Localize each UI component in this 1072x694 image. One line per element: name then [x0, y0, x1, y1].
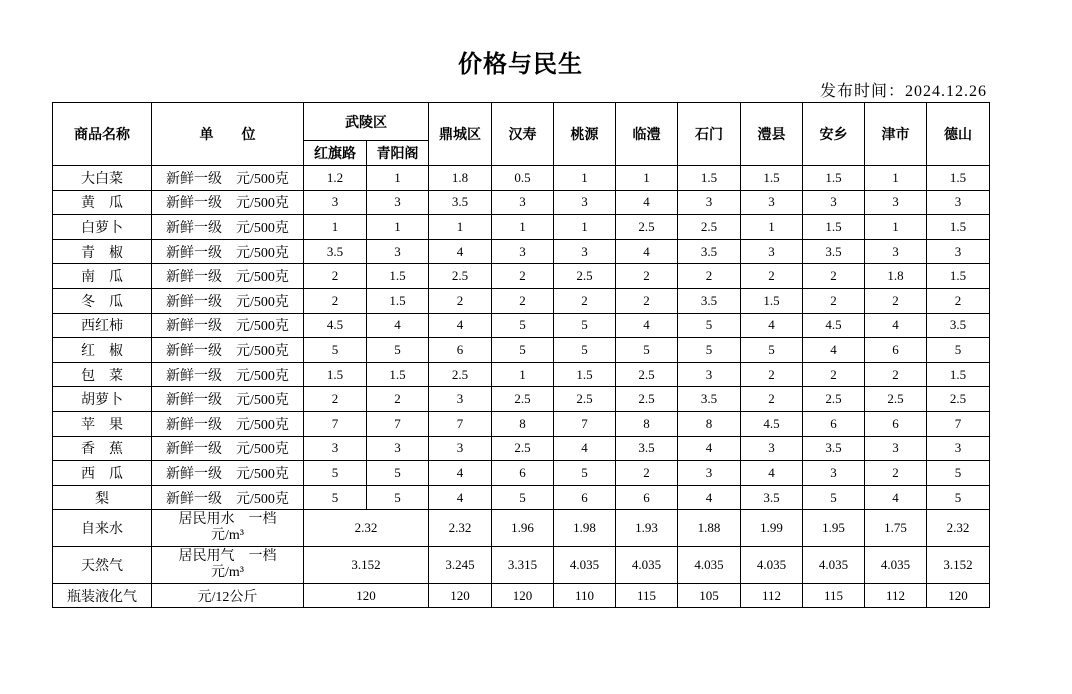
price-cell: 2.5: [429, 264, 492, 289]
price-cell: 1.5: [927, 264, 990, 289]
price-cell: 1: [304, 215, 367, 240]
item-name-cell: 苹 果: [53, 411, 152, 436]
price-cell: 6: [554, 485, 616, 510]
price-cell: 115: [616, 584, 678, 608]
price-cell: 5: [304, 461, 367, 486]
header-region: 澧县: [741, 103, 803, 166]
wuling-price-cell: 2.32: [304, 510, 429, 547]
table-row: [53, 313, 990, 338]
table-row: [53, 436, 990, 461]
header-region: 石门: [678, 103, 741, 166]
price-cell: 8: [678, 411, 741, 436]
price-cell: 3: [927, 190, 990, 215]
unit-line: 元/m³: [211, 528, 244, 544]
unit-cell: 新鲜一级 元/500克: [152, 239, 304, 264]
wuling-price-cell: 120: [304, 584, 429, 608]
price-cell: 6: [616, 485, 678, 510]
header-sub-column: 红旗路: [304, 141, 367, 166]
price-cell: 115: [803, 584, 865, 608]
table-row: [53, 215, 990, 240]
table-row: [53, 461, 990, 486]
item-name-cell: 黄 瓜: [53, 190, 152, 215]
header-unit: 单 位: [152, 103, 304, 166]
price-cell: 3: [492, 239, 554, 264]
unit-cell: 新鲜一级 元/500克: [152, 411, 304, 436]
price-cell: 2: [492, 288, 554, 313]
price-cell: 1.5: [678, 166, 741, 191]
wuling-price-cell: 3.152: [304, 547, 429, 584]
unit-line: 元/m³: [211, 565, 244, 581]
header-region: 鼎城区: [429, 103, 492, 166]
unit-line: 居民用水 一档: [178, 512, 277, 528]
price-cell: 5: [741, 338, 803, 363]
price-cell: 5: [367, 461, 429, 486]
price-cell: 3.5: [678, 239, 741, 264]
price-cell: 4: [429, 313, 492, 338]
unit-cell: 新鲜一级 元/500克: [152, 362, 304, 387]
price-cell: 3: [803, 190, 865, 215]
price-cell: 120: [429, 584, 492, 608]
price-cell: 2: [927, 288, 990, 313]
price-cell: 5: [927, 485, 990, 510]
price-cell: 4: [678, 485, 741, 510]
price-cell: 2: [429, 288, 492, 313]
unit-cell: 新鲜一级 元/500克: [152, 190, 304, 215]
unit-cell: [152, 510, 304, 547]
price-cell: 4: [865, 313, 927, 338]
price-cell: 7: [429, 411, 492, 436]
item-name-cell: 胡萝卜: [53, 387, 152, 412]
header-region: 德山: [927, 103, 990, 166]
price-cell: 1.5: [554, 362, 616, 387]
price-cell: 2: [304, 288, 367, 313]
price-cell: 3.5: [678, 288, 741, 313]
price-cell: 2.5: [492, 387, 554, 412]
price-cell: 2: [741, 264, 803, 289]
unit-cell: 新鲜一级 元/500克: [152, 387, 304, 412]
price-cell: 1.5: [927, 362, 990, 387]
price-cell: 5: [616, 338, 678, 363]
unit-cell: 新鲜一级 元/500克: [152, 338, 304, 363]
unit-cell: 新鲜一级 元/500克: [152, 166, 304, 191]
price-cell: 2: [865, 461, 927, 486]
price-cell: 3: [554, 190, 616, 215]
price-cell: 2.5: [678, 215, 741, 240]
price-cell: 6: [492, 461, 554, 486]
table-row: [53, 264, 990, 289]
page-title: 价格与民生: [458, 51, 583, 78]
table-row: [53, 362, 990, 387]
price-cell: 4: [429, 485, 492, 510]
price-cell: 3.5: [304, 239, 367, 264]
price-cell: 3: [741, 190, 803, 215]
price-cell: 3: [678, 362, 741, 387]
price-cell: 4: [803, 338, 865, 363]
item-name-cell: 自来水: [53, 510, 152, 547]
price-cell: 4.035: [803, 547, 865, 584]
price-cell: 2: [803, 288, 865, 313]
price-cell: 1.5: [367, 264, 429, 289]
item-name-cell: 香 蕉: [53, 436, 152, 461]
price-cell: 2: [678, 264, 741, 289]
publish-time: 发布时间：2024.12.26: [819, 83, 987, 100]
price-cell: 1.5: [803, 166, 865, 191]
price-cell: 3.5: [741, 485, 803, 510]
unit-line: 居民用气 一档: [178, 549, 277, 565]
price-cell: 4: [865, 485, 927, 510]
price-cell: 4: [429, 461, 492, 486]
price-cell: 2: [367, 387, 429, 412]
table-row: [53, 411, 990, 436]
price-cell: 3: [429, 387, 492, 412]
price-cell: 2.5: [554, 264, 616, 289]
price-cell: 3: [741, 239, 803, 264]
item-name-cell: 冬 瓜: [53, 288, 152, 313]
price-cell: 1: [616, 166, 678, 191]
price-cell: 1.5: [927, 215, 990, 240]
table-row: [53, 239, 990, 264]
price-cell: 2.5: [616, 362, 678, 387]
price-cell: 105: [678, 584, 741, 608]
price-cell: 4.035: [865, 547, 927, 584]
price-cell: 3.315: [492, 547, 554, 584]
price-cell: 4: [678, 436, 741, 461]
price-cell: 8: [492, 411, 554, 436]
price-cell: 3.5: [616, 436, 678, 461]
table-row: [53, 190, 990, 215]
price-cell: 1: [865, 215, 927, 240]
price-cell: 5: [927, 338, 990, 363]
price-cell: 2: [865, 288, 927, 313]
price-cell: 3: [304, 190, 367, 215]
price-cell: 1.5: [927, 166, 990, 191]
price-cell: 2: [803, 362, 865, 387]
price-cell: 2: [616, 288, 678, 313]
item-name-cell: 包 菜: [53, 362, 152, 387]
header-region: 桃源: [554, 103, 616, 166]
price-cell: 1.8: [865, 264, 927, 289]
price-cell: 4.035: [616, 547, 678, 584]
price-cell: 5: [367, 338, 429, 363]
price-cell: 1: [492, 362, 554, 387]
table-row: [53, 338, 990, 363]
price-cell: 1.5: [803, 215, 865, 240]
price-cell: 4: [616, 239, 678, 264]
price-cell: 5: [492, 338, 554, 363]
price-cell: 1.5: [304, 362, 367, 387]
price-cell: 3: [492, 190, 554, 215]
price-cell: 110: [554, 584, 616, 608]
price-cell: 5: [492, 485, 554, 510]
price-cell: 4.5: [304, 313, 367, 338]
price-cell: 2.5: [927, 387, 990, 412]
price-cell: 1.95: [803, 510, 865, 547]
table-row: [53, 288, 990, 313]
header-item: 商品名称: [53, 103, 152, 166]
price-cell: 2.5: [616, 387, 678, 412]
table-row: [53, 387, 990, 412]
table-row: [53, 584, 990, 608]
price-cell: 1.5: [741, 288, 803, 313]
item-name-cell: 西红柿: [53, 313, 152, 338]
price-cell: 4.5: [741, 411, 803, 436]
table-row: [53, 485, 990, 510]
price-cell: 2: [803, 264, 865, 289]
price-cell: 2.5: [492, 436, 554, 461]
unit-cell: 新鲜一级 元/500克: [152, 461, 304, 486]
price-cell: 2: [554, 288, 616, 313]
price-cell: 5: [304, 485, 367, 510]
price-cell: 1.98: [554, 510, 616, 547]
item-name-cell: 瓶装液化气: [53, 584, 152, 608]
price-cell: 4: [429, 239, 492, 264]
item-name-cell: 天然气: [53, 547, 152, 584]
unit-cell: 新鲜一级 元/500克: [152, 436, 304, 461]
price-cell: 2: [741, 362, 803, 387]
table-row: [53, 547, 990, 584]
unit-cell: 新鲜一级 元/500克: [152, 215, 304, 240]
price-cell: 1: [554, 215, 616, 240]
price-cell: 1.8: [429, 166, 492, 191]
price-cell: 3: [927, 239, 990, 264]
price-cell: 112: [865, 584, 927, 608]
price-cell: 6: [865, 411, 927, 436]
price-cell: 3: [741, 436, 803, 461]
unit-cell: 新鲜一级 元/500克: [152, 264, 304, 289]
price-cell: 1.5: [367, 288, 429, 313]
price-cell: 2: [304, 387, 367, 412]
price-cell: 3.5: [429, 190, 492, 215]
price-cell: 6: [803, 411, 865, 436]
price-cell: 5: [678, 313, 741, 338]
header-region: 津市: [865, 103, 927, 166]
price-cell: 5: [554, 461, 616, 486]
table-row: [53, 510, 990, 547]
header-row: [53, 103, 990, 141]
unit-cell: [152, 547, 304, 584]
price-cell: 3.152: [927, 547, 990, 584]
price-cell: 1.99: [741, 510, 803, 547]
price-cell: 1.88: [678, 510, 741, 547]
price-cell: 2.5: [616, 215, 678, 240]
price-cell: 3.5: [803, 239, 865, 264]
price-cell: 112: [741, 584, 803, 608]
price-cell: 2: [616, 264, 678, 289]
price-cell: 5: [803, 485, 865, 510]
price-cell: 3: [678, 461, 741, 486]
header-region: 汉寿: [492, 103, 554, 166]
price-cell: 1: [367, 166, 429, 191]
item-name-cell: 白萝卜: [53, 215, 152, 240]
price-cell: 5: [492, 313, 554, 338]
price-cell: 4: [741, 313, 803, 338]
header-region: 临澧: [616, 103, 678, 166]
price-cell: 3.245: [429, 547, 492, 584]
price-cell: 7: [927, 411, 990, 436]
price-cell: 1: [741, 215, 803, 240]
price-cell: 5: [554, 338, 616, 363]
price-cell: 5: [927, 461, 990, 486]
price-cell: 4.035: [678, 547, 741, 584]
price-cell: 120: [927, 584, 990, 608]
price-cell: 3: [367, 190, 429, 215]
price-cell: 4: [741, 461, 803, 486]
price-cell: 1: [554, 166, 616, 191]
price-cell: 7: [554, 411, 616, 436]
price-cell: 1: [492, 215, 554, 240]
price-cell: 1.2: [304, 166, 367, 191]
price-cell: 4: [616, 190, 678, 215]
price-cell: 1: [367, 215, 429, 240]
header-region: 安乡: [803, 103, 865, 166]
price-cell: 5: [304, 338, 367, 363]
price-cell: 3: [554, 239, 616, 264]
item-name-cell: 西 瓜: [53, 461, 152, 486]
price-cell: 1.96: [492, 510, 554, 547]
price-cell: 5: [678, 338, 741, 363]
price-cell: 1: [865, 166, 927, 191]
price-cell: 4.5: [803, 313, 865, 338]
price-cell: 3.5: [803, 436, 865, 461]
price-cell: 2: [492, 264, 554, 289]
price-cell: 3: [678, 190, 741, 215]
price-cell: 7: [367, 411, 429, 436]
price-cell: 1.75: [865, 510, 927, 547]
unit-cell: 元/12公斤: [152, 584, 304, 608]
item-name-cell: 青 椒: [53, 239, 152, 264]
price-cell: 2: [865, 362, 927, 387]
price-cell: 3.5: [678, 387, 741, 412]
price-cell: 4: [554, 436, 616, 461]
price-cell: 8: [616, 411, 678, 436]
price-cell: 2: [616, 461, 678, 486]
price-cell: 2: [741, 387, 803, 412]
price-cell: 5: [367, 485, 429, 510]
unit-cell: 新鲜一级 元/500克: [152, 485, 304, 510]
price-cell: 2.32: [927, 510, 990, 547]
price-cell: 3: [367, 436, 429, 461]
price-cell: 2.5: [554, 387, 616, 412]
price-cell: 1: [429, 215, 492, 240]
price-cell: 3: [865, 436, 927, 461]
price-cell: 1.5: [741, 166, 803, 191]
price-cell: 6: [429, 338, 492, 363]
price-cell: 3: [865, 190, 927, 215]
item-name-cell: 大白菜: [53, 166, 152, 191]
price-cell: 3: [304, 436, 367, 461]
price-cell: 3.5: [927, 313, 990, 338]
price-cell: 5: [554, 313, 616, 338]
header-sub-column: 青阳阁: [367, 141, 429, 166]
table-row: [53, 166, 990, 191]
price-cell: 2.32: [429, 510, 492, 547]
price-cell: 1.93: [616, 510, 678, 547]
price-cell: 2: [304, 264, 367, 289]
price-cell: 4: [616, 313, 678, 338]
price-cell: 4: [367, 313, 429, 338]
price-cell: 0.5: [492, 166, 554, 191]
item-name-cell: 梨: [53, 485, 152, 510]
price-cell: 3: [803, 461, 865, 486]
item-name-cell: 红 椒: [53, 338, 152, 363]
price-cell: 3: [865, 239, 927, 264]
price-cell: 7: [304, 411, 367, 436]
price-cell: 4.035: [554, 547, 616, 584]
price-cell: 4.035: [741, 547, 803, 584]
price-table: [52, 102, 990, 608]
header-district: 武陵区: [304, 103, 429, 141]
unit-cell: 新鲜一级 元/500克: [152, 313, 304, 338]
item-name-cell: 南 瓜: [53, 264, 152, 289]
price-cell: 2.5: [429, 362, 492, 387]
price-cell: 1.5: [367, 362, 429, 387]
price-cell: 120: [492, 584, 554, 608]
price-cell: 3: [927, 436, 990, 461]
price-cell: 6: [865, 338, 927, 363]
price-cell: 2.5: [803, 387, 865, 412]
price-cell: 2.5: [865, 387, 927, 412]
price-cell: 3: [367, 239, 429, 264]
unit-cell: 新鲜一级 元/500克: [152, 288, 304, 313]
price-cell: 3: [429, 436, 492, 461]
